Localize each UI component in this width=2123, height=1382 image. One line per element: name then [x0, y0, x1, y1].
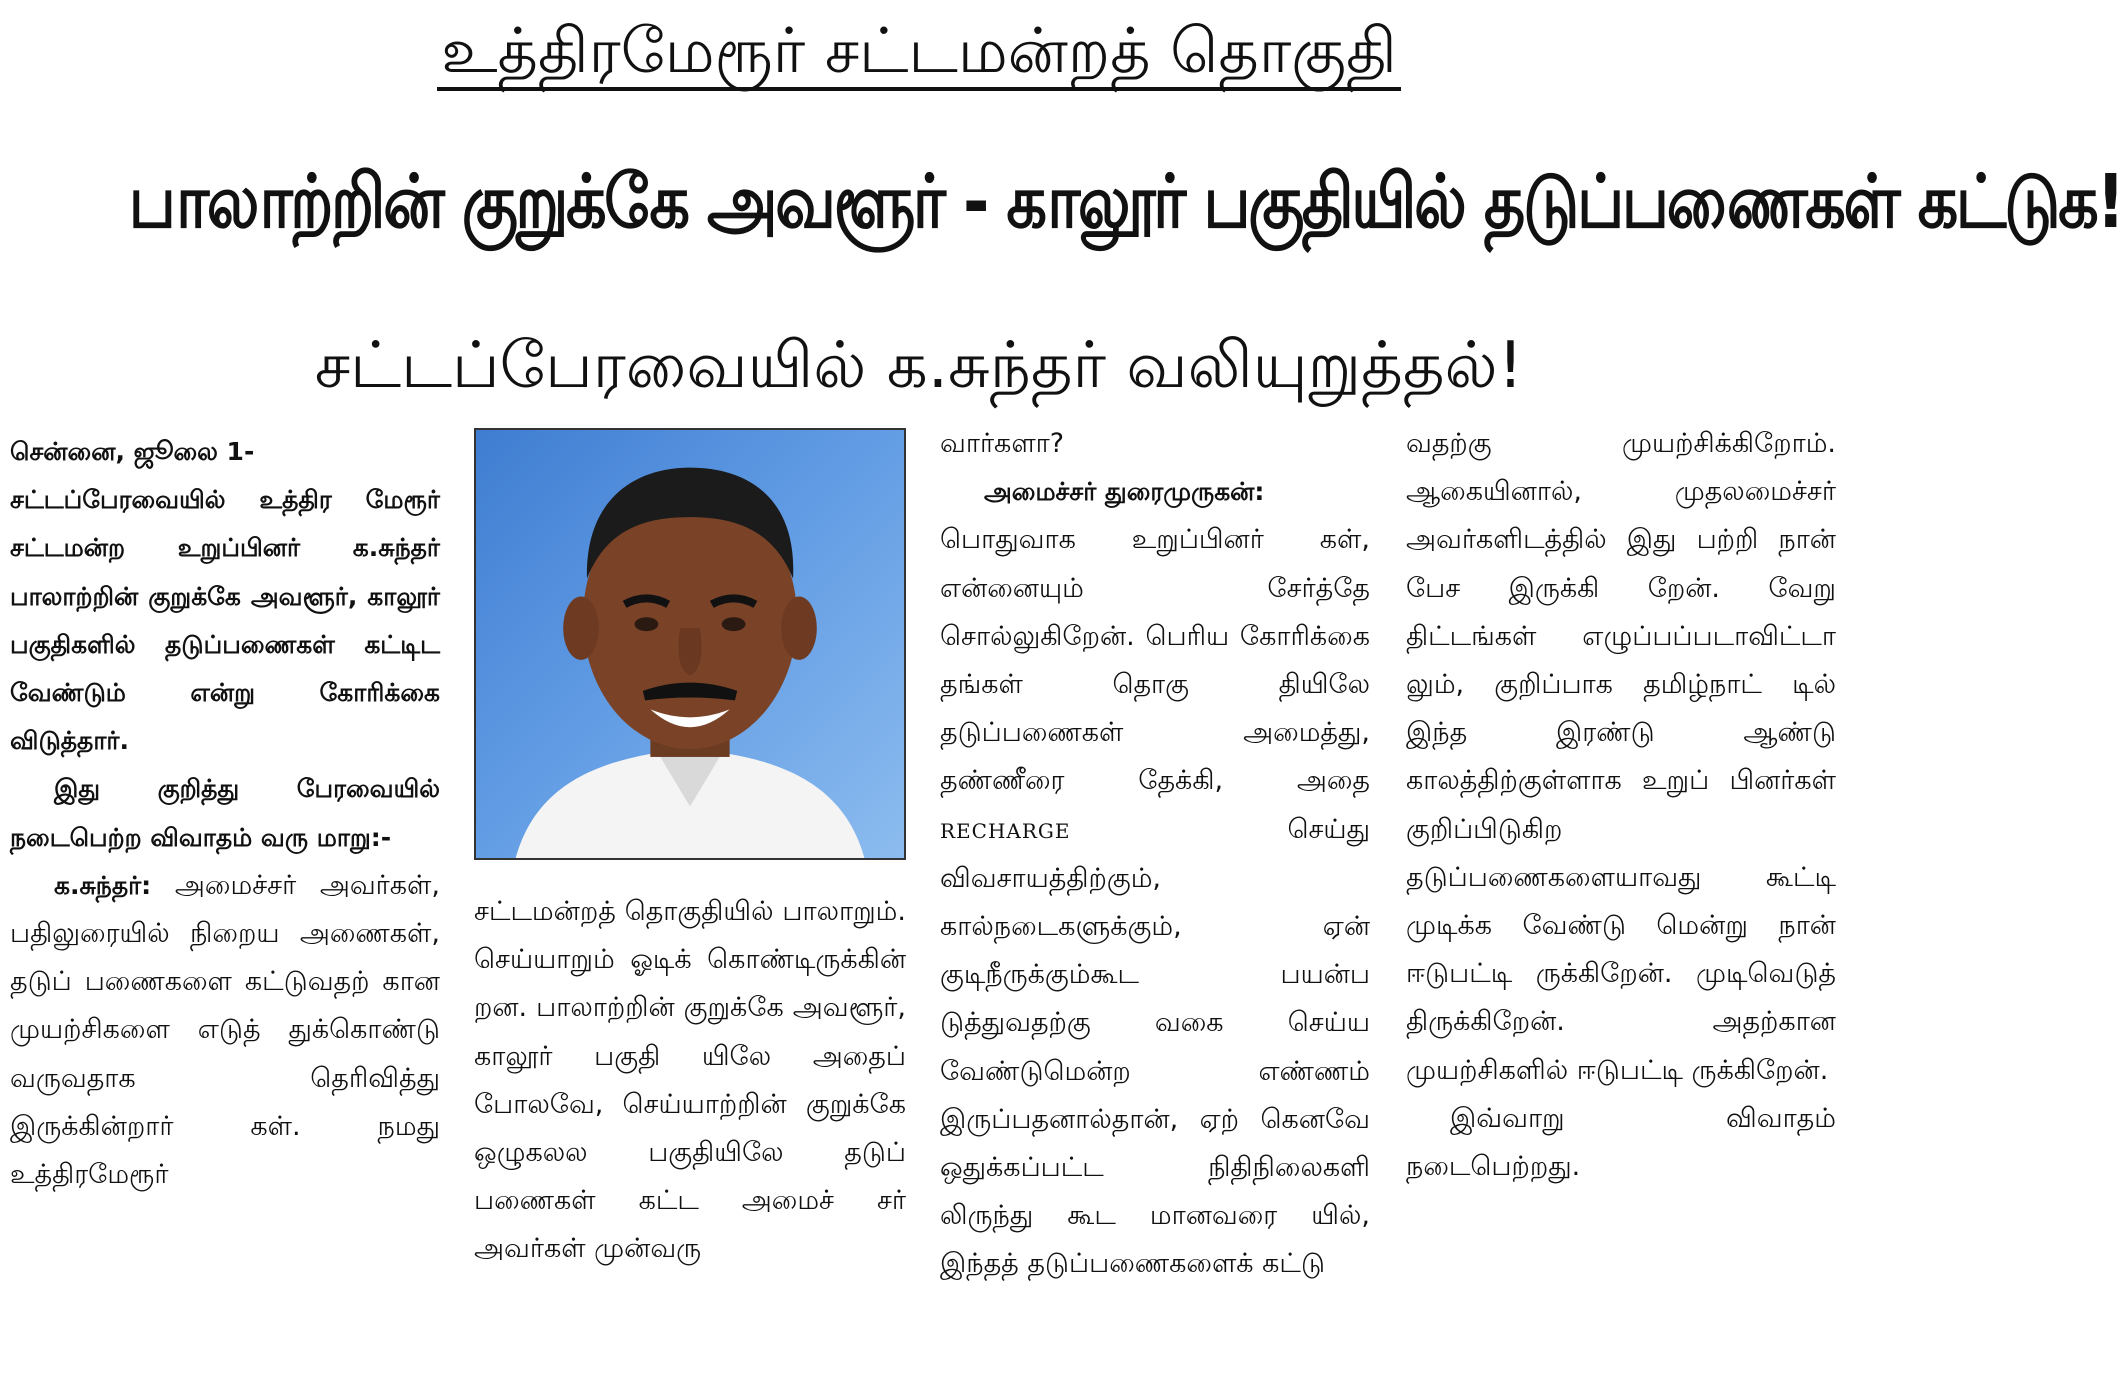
headline: பாலாற்றின் குறுக்கே அவளூர் - காலூர் பகுதியில் தடுப்பணைகள் கட்டுக!: [128, 159, 2123, 245]
col3-paragraph-1a: பொதுவாக உறுப்பினர் கள், என்னையும் சேர்த்தே சொல்லுகிறேன். பெரிய கோரிக்கை தங்கள் தொகு தியிலே தடுப்பணைகள் அமைத்து, தண்ணீரை தேக்கி, அதை: [940, 524, 1370, 797]
column-2: [474, 888, 906, 1274]
speaker-duraimurugan: அமைச்சர் துரைமுருகன்:: [984, 477, 1265, 507]
col1-paragraph-1: சட்டப்பேரவையில் உத்திர மேரூர் சட்டமன்ற உறுப்பினர் க.சுந்தர் பாலாற்றின் குறுக்கே அவளூர், காலூர் பகுதிகளில் தடுப்பணைகள் கட்டிட வேண்டும் என்று கோரிக்கை விடுத்தார்.: [10, 485, 440, 756]
column-4: [1406, 420, 1836, 1191]
person-portrait-icon: [474, 428, 906, 860]
col1-paragraph-3: [10, 862, 440, 1199]
deck: சட்டப்பேரவையில் க.சுந்தர் வலியுறுத்தல்!: [314, 329, 1524, 403]
kicker-text: உத்திரமேரூர் சட்டமன்றத் தொகுதி: [437, 14, 1401, 91]
kicker: [0, 6, 1838, 96]
col3-paragraph-0: வார்களா?: [940, 428, 1065, 459]
dateline: சென்னை, ஜூலை 1-: [10, 437, 255, 466]
speaker-sundar: க.சுந்தர்:: [54, 870, 152, 900]
col3-paragraph-1b: செய்து விவசாயத்திற்கும், கால்நடைகளுக்கும், ஏன் குடிநீருக்கும்கூட பயன்ப டுத்துவதற்கு வகை செய்ய வேண்டுமென்ற எண்ணம் இருப்பதனால்தான், ஏற் கெனவே ஒதுக்கப்பட்ட நிதிநிலைகளி லிருந்து கூட மானவரை யில், இந்தத் தடுப்பணைகளைக் கட்டு: [940, 813, 1370, 1280]
portrait-illustration: [476, 430, 904, 858]
col1-paragraph-3-text: அமைச்சர் அவர்கள், பதிலுரையில் நிறைய அணைகள், தடுப் பணைகளை கட்டுவதற் கான முயற்சிகளை எடுத் துக்கொண்டு வருவதாக தெரிவித்து இருக்கின்றார் கள். நமது உத்திரமேரூர்: [10, 869, 440, 1191]
col3-paragraph-1: [940, 516, 1370, 1288]
col4-paragraph-2: இவ்வாறு விவாதம் நடைபெற்றது.: [1406, 1102, 1836, 1183]
column-1: [10, 428, 440, 1199]
col1-paragraph-2: இது குறித்து பேரவையில் நடைபெற்ற விவாதம் வரு மாறு:-: [10, 774, 440, 852]
col2-paragraph-1: சட்டமன்றத் தொகுதியில் பாலாறும். செய்யாறும் ஓடிக் கொண்டிருக்கின் றன. பாலாற்றின் குறுக்கே அவளூர், காலூர் பகுதி யிலே அதைப் போலவே, செய்யாற்றின் குறுக்கே ஒழுகலல பகுதியிலே தடுப் பணைகள் கட்ட அமைச் சர் அவர்கள் முன்வரு: [474, 896, 906, 1265]
column-3: [940, 420, 1370, 1289]
recharge-term: RECHARGE: [940, 818, 1071, 843]
col4-paragraph-1: வதற்கு முயற்சிக்கிறோம். ஆகையினால், முதலமைச்சர் அவர்களிடத்தில் இது பற்றி நான் பேச இருக்கி றேன். வேறு திட்டங்கள் எழுப்பப்படாவிட்டா லும், குறிப்பாக தமிழ்நாட் டில் இந்த இரண்டு ஆண்டு காலத்திற்குள்ளாக உறுப் பினர்கள் குறிப்பிடுகிற தடுப்பணைகளையாவது கூட்டி முடிக்க வேண்டு மென்று நான் ஈடுபட்டி ருக்கிறேன். முடிவெடுத் திருக்கிறேன். அதற்கான முயற்சிகளில் ஈடுபட்டி ருக்கிறேன்.: [1406, 428, 1836, 1086]
